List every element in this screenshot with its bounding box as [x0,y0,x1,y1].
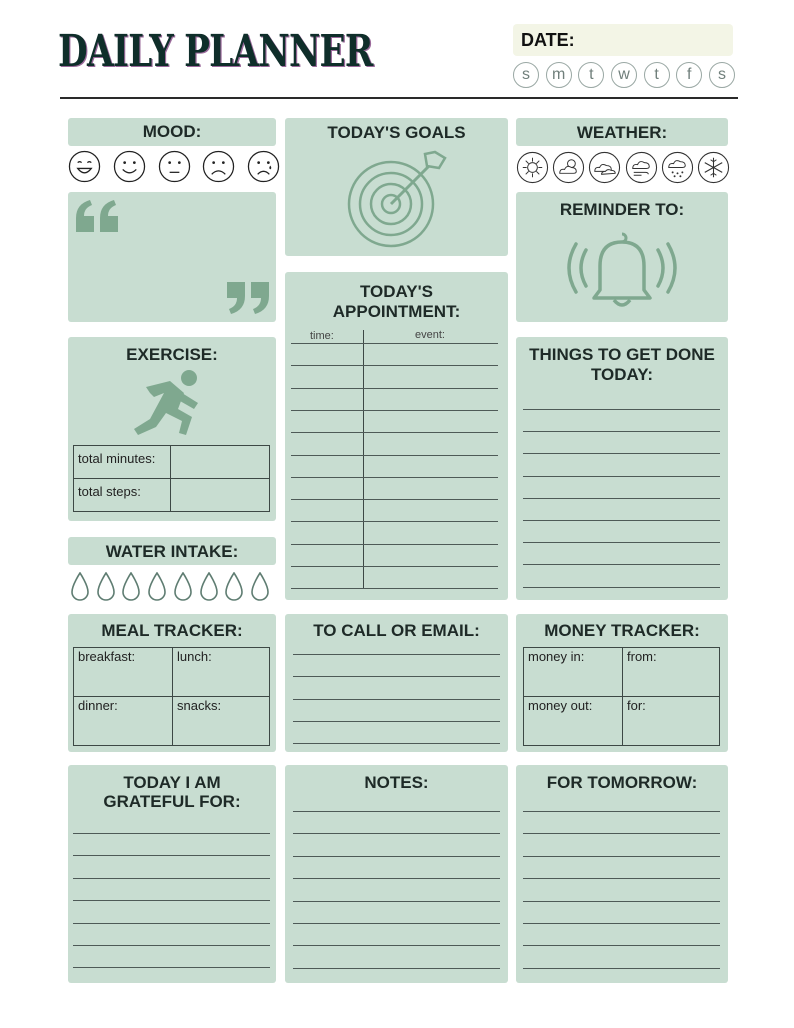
snacks-cell[interactable] [172,696,270,746]
writing-line[interactable] [293,878,500,879]
weather-panel [516,118,728,146]
writing-line[interactable] [523,856,720,857]
breakfast-label: breakfast: [78,649,136,664]
day-circle-sunday[interactable]: s [513,62,539,88]
writing-line[interactable] [293,833,500,834]
writing-line[interactable] [291,410,498,411]
open-quote-icon [74,198,122,234]
rain-snow-icon[interactable] [661,151,694,184]
event-column-header: event: [415,329,445,341]
writing-line[interactable] [291,544,498,545]
total-steps-value[interactable] [170,478,270,512]
writing-line[interactable] [293,721,500,722]
money-out-cell[interactable] [523,696,623,746]
writing-line[interactable] [293,901,500,902]
writing-line[interactable] [291,388,498,389]
writing-line[interactable] [523,878,720,879]
sun-icon[interactable] [516,151,549,184]
day-circle-saturday[interactable]: s [709,62,735,88]
meal-title: MEAL TRACKER: [101,621,243,640]
water-drop-icon[interactable] [199,572,219,602]
writing-line[interactable] [523,520,720,521]
money-from-cell[interactable] [622,647,720,697]
writing-line[interactable] [293,856,500,857]
day-circle-monday[interactable]: m [546,62,572,88]
writing-line[interactable] [291,566,498,567]
writing-line[interactable] [293,945,500,946]
writing-line[interactable] [291,432,498,433]
tomorrow-panel[interactable] [516,765,728,983]
notes-panel[interactable] [285,765,508,983]
writing-line[interactable] [73,855,270,856]
weekday-selector [513,62,735,88]
writing-line[interactable] [73,833,270,834]
bell-icon [566,228,678,312]
money-from-label: from: [627,649,657,664]
writing-line[interactable] [293,654,500,655]
appointment-title-line2: APPOINTMENT: [332,302,461,321]
money-out-label: money out: [528,698,593,713]
water-title: WATER INTAKE: [105,542,239,561]
writing-line[interactable] [291,455,498,456]
cloudy-icon[interactable] [588,151,621,184]
date-label: DATE: [521,30,575,50]
water-drop-icon[interactable] [121,572,141,602]
water-drop-icon[interactable] [96,572,116,602]
mood-panel [68,118,276,146]
writing-line[interactable] [523,476,720,477]
writing-line[interactable] [293,811,500,812]
crying-face-icon[interactable] [247,150,280,183]
money-panel[interactable] [516,614,728,752]
neutral-face-icon[interactable] [158,150,191,183]
things-panel[interactable] [516,337,728,600]
lunch-label: lunch: [177,649,212,664]
writing-line[interactable] [523,968,720,969]
writing-line[interactable] [293,923,500,924]
writing-line[interactable] [523,564,720,565]
mood-title: MOOD: [142,122,202,141]
windy-icon[interactable] [625,151,658,184]
smiling-face-icon[interactable] [113,150,146,183]
money-title: MONEY TRACKER: [544,621,700,640]
laughing-face-icon[interactable] [68,150,101,183]
money-for-label: for: [627,698,646,713]
total-steps-label-cell [73,478,171,512]
writing-line[interactable] [291,499,498,500]
writing-line[interactable] [293,968,500,969]
running-person-icon [132,369,208,437]
water-drop-icon[interactable] [173,572,193,602]
writing-line[interactable] [523,498,720,499]
writing-line[interactable] [73,900,270,901]
page-title: DAILY PLANNER [58,26,373,77]
goals-title: TODAY'S GOALS [327,123,466,142]
writing-line[interactable] [523,923,720,924]
reminder-title: REMINDER TO: [559,200,685,219]
date-field[interactable] [513,24,733,56]
reminder-panel[interactable] [516,192,728,322]
lunch-cell[interactable] [172,647,270,697]
writing-line[interactable] [523,587,720,588]
writing-line[interactable] [291,588,498,589]
target-icon [347,150,447,248]
close-quote-icon [223,280,271,316]
sad-face-icon[interactable] [202,150,235,183]
writing-line[interactable] [291,477,498,478]
writing-line[interactable] [523,453,720,454]
writing-line[interactable] [293,699,500,700]
writing-line[interactable] [523,811,720,812]
header-divider [60,97,738,99]
grateful-panel[interactable] [68,765,276,983]
breakfast-cell[interactable] [73,647,173,697]
writing-line[interactable] [73,923,270,924]
snacks-label: snacks: [177,698,222,713]
water-panel [68,537,276,565]
total-minutes-value[interactable] [170,445,270,479]
day-circle-wednesday[interactable]: w [611,62,637,88]
appointment-column-divider [363,330,364,588]
day-circle-friday[interactable]: f [676,62,702,88]
total-steps-label: total steps: [78,484,141,499]
writing-line[interactable] [523,409,720,410]
exercise-panel[interactable] [68,337,276,521]
writing-line[interactable] [291,521,498,522]
water-drop-icon[interactable] [250,572,270,602]
meal-panel[interactable] [68,614,276,752]
water-drop-icon[interactable] [224,572,244,602]
notes-title: NOTES: [364,773,429,792]
writing-line[interactable] [293,676,500,677]
water-drop-icon[interactable] [70,572,90,602]
partly-cloudy-icon[interactable] [552,151,585,184]
things-title-line1: THINGS TO GET DONE [529,345,715,364]
writing-line[interactable] [73,878,270,879]
weather-icons [516,151,730,184]
writing-line[interactable] [523,833,720,834]
writing-line[interactable] [523,542,720,543]
time-column-header: time: [310,330,334,342]
writing-line[interactable] [293,743,500,744]
call-title: TO CALL OR EMAIL: [313,621,480,640]
water-drop-icon[interactable] [147,572,167,602]
money-in-cell[interactable] [523,647,623,697]
things-title-line2: TODAY: [590,365,654,384]
money-for-cell[interactable] [622,696,720,746]
quote-panel[interactable] [68,192,276,322]
day-circle-thursday[interactable]: t [644,62,670,88]
call-panel[interactable] [285,614,508,752]
goals-panel[interactable] [285,118,508,256]
water-drops [70,572,270,604]
writing-line[interactable] [291,365,498,366]
tomorrow-title: FOR TOMORROW: [546,773,698,792]
grateful-title-line2: GRATEFUL FOR: [103,792,241,811]
writing-line[interactable] [523,901,720,902]
appointment-title-line1: TODAY'S [359,282,433,301]
dinner-cell[interactable] [73,696,173,746]
writing-line[interactable] [523,945,720,946]
total-minutes-label: total minutes: [78,451,156,466]
dinner-label: dinner: [78,698,118,713]
appointment-panel[interactable] [285,272,508,600]
weather-title: WEATHER: [576,123,668,142]
writing-line[interactable] [523,431,720,432]
grateful-title-line1: TODAY I AM [123,773,221,792]
mood-faces [68,150,280,184]
snowflake-icon[interactable] [697,151,730,184]
day-circle-tuesday[interactable]: t [578,62,604,88]
total-minutes-label-cell [73,445,171,479]
writing-line[interactable] [291,343,498,344]
writing-line[interactable] [73,945,270,946]
exercise-title: EXERCISE: [126,345,218,364]
writing-line[interactable] [73,967,270,968]
money-in-label: money in: [528,649,585,664]
